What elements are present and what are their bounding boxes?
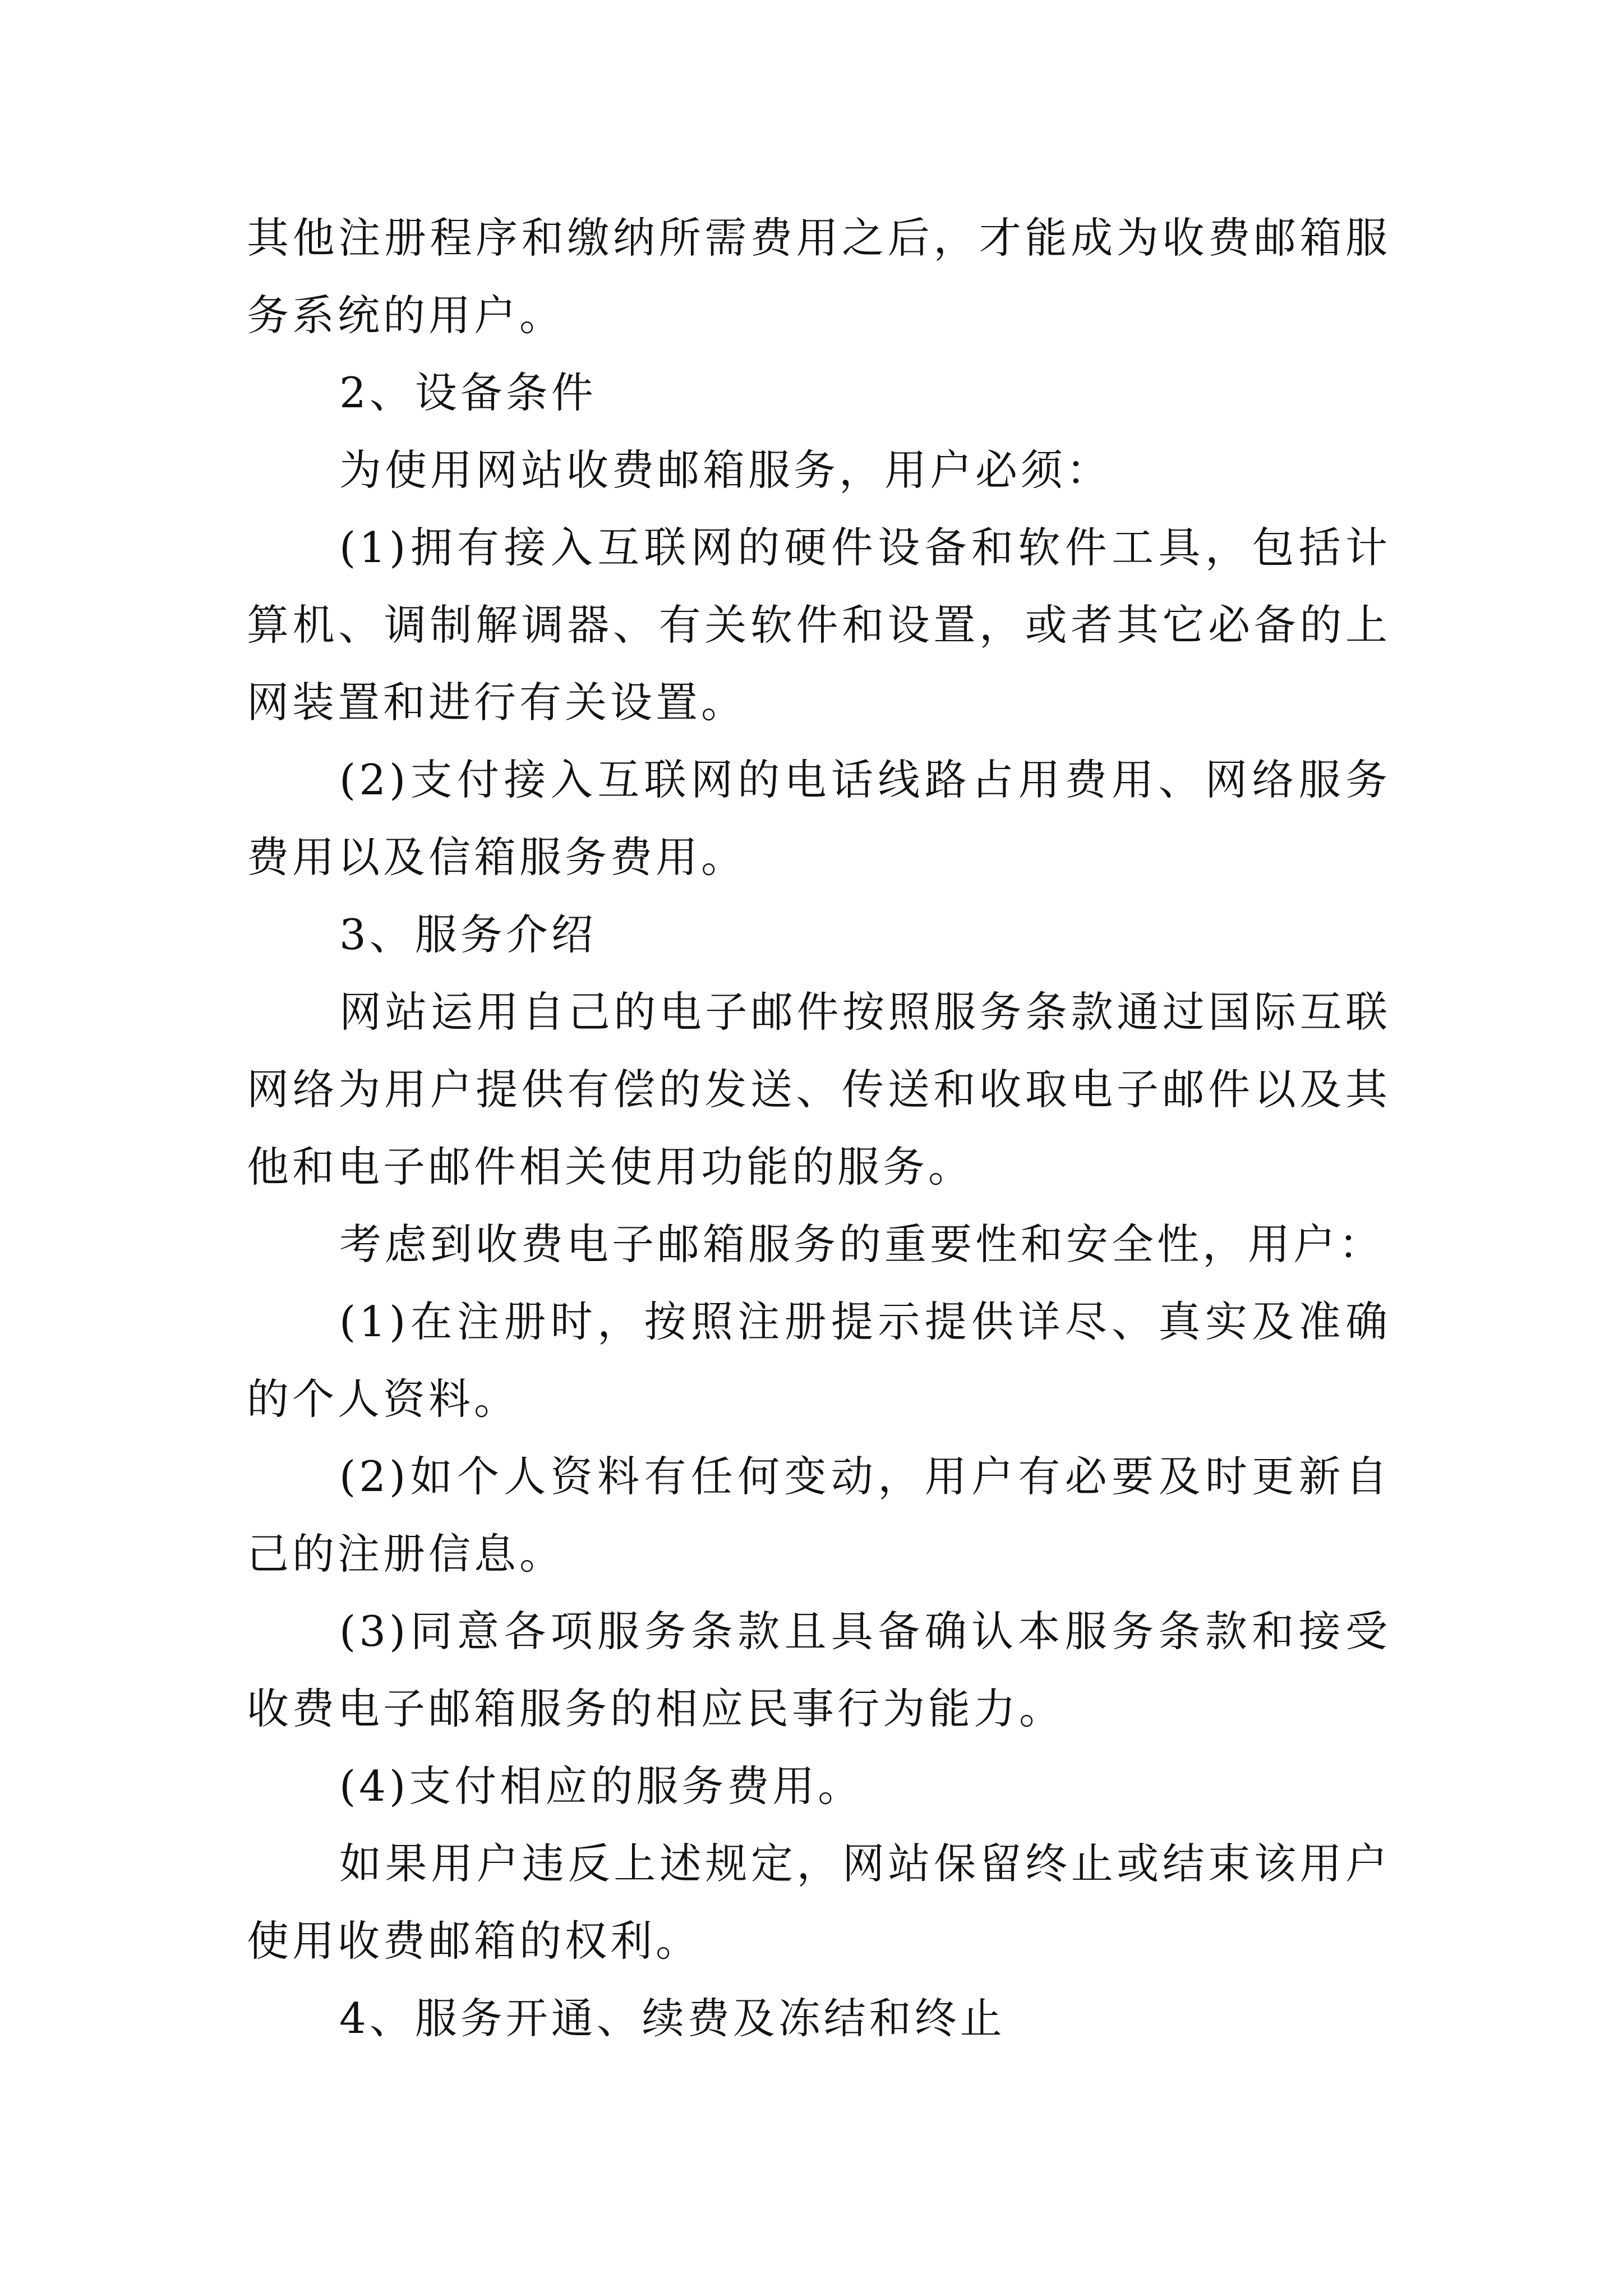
paragraph-registration-continuation: 其他注册程序和缴纳所需费用之后，才能成为收费邮箱服务系统的用户。 (247, 213, 1391, 340)
paragraph-user-requirements-intro: 为使用网站收费邮箱服务，用户必须： (339, 445, 1112, 495)
paragraph-service-description: 网站运用自己的电子邮件按照服务条款通过国际互联网络为用户提供有偿的发送、传送和收取电子邮件以及其他和电子邮件相关使用功能的服务。 (247, 987, 1391, 1191)
list-item-accurate-info: (1)在注册时，按照注册提示提供详尽、真实及准确的个人资料。 (247, 1297, 1391, 1424)
paragraph-violation-clause: 如果用户违反上述规定，网站保留终止或结束该用户使用收费邮箱的权利。 (247, 1839, 1391, 1966)
heading-equipment-conditions: 2、设备条件 (339, 368, 597, 417)
paragraph-user-obligations-intro: 考虑到收费电子邮箱服务的重要性和安全性，用户： (339, 1220, 1385, 1269)
list-item-update-info: (2)如个人资料有任何变动，用户有必要及时更新自己的注册信息。 (247, 1452, 1391, 1579)
list-item-agree-terms: (3)同意各项服务条款且具备确认本服务条款和接受收费电子邮箱服务的相应民事行为能力。 (247, 1607, 1391, 1733)
list-item-access-fees: (2)支付接入互联网的电话线路占用费用、网络服务费用以及信箱服务费用。 (247, 755, 1391, 882)
list-item-pay-fees: (4)支付相应的服务费用。 (339, 1761, 864, 1811)
document-body (247, 199, 1391, 2057)
heading-service-activation: 4、服务开通、续费及冻结和终止 (339, 1994, 1006, 2043)
heading-service-introduction: 3、服务介绍 (339, 910, 597, 959)
list-item-hardware-software: (1)拥有接入互联网的硬件设备和软件工具，包括计算机、调制解调器、有关软件和设置，或者其它必备的上网装置和进行有关设置。 (247, 523, 1391, 727)
